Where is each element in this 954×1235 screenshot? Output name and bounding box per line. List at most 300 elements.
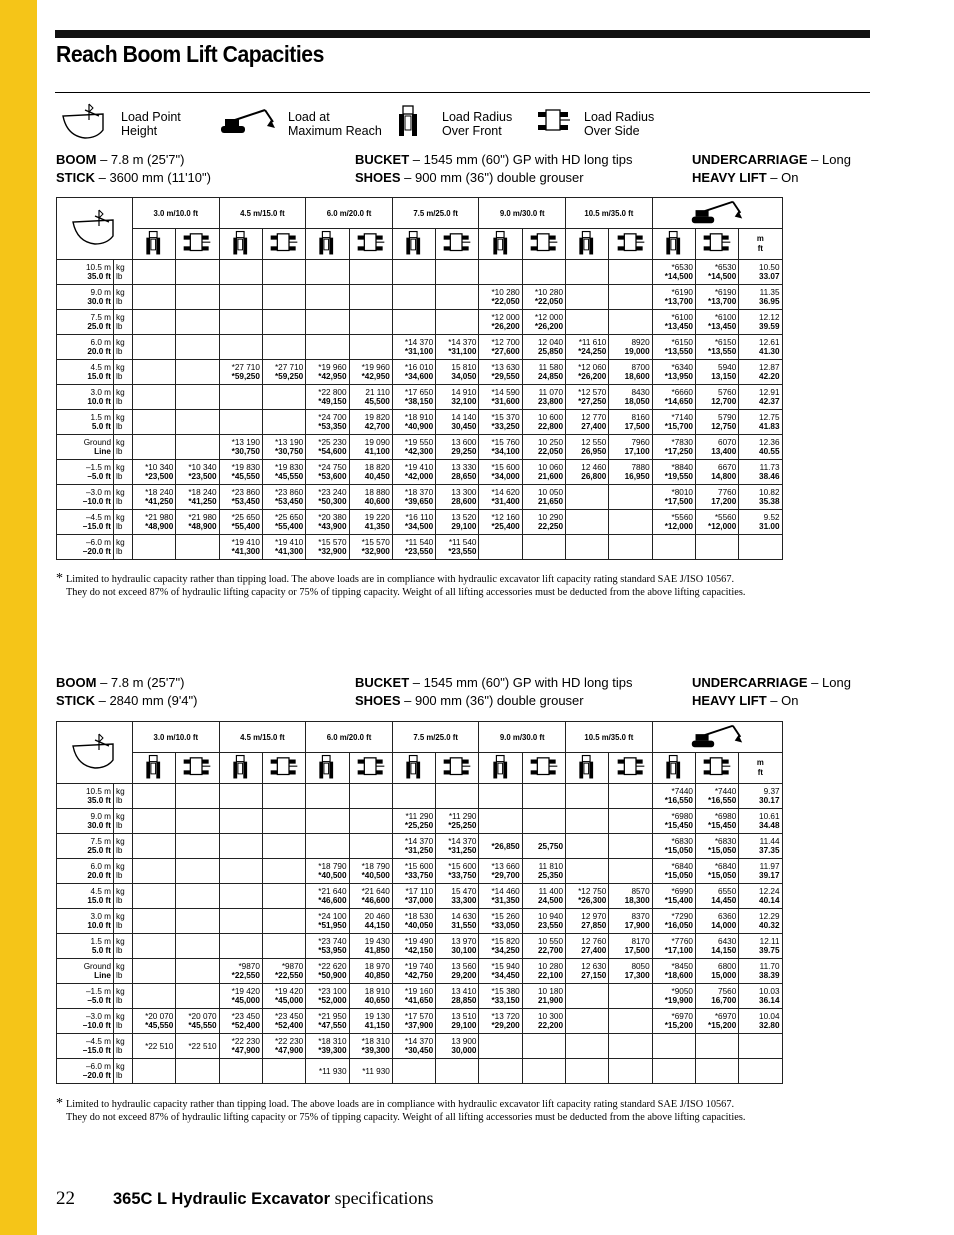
capacity-cell: 21 110 45,500	[349, 385, 392, 410]
capacity-cell: *6530 *14,500	[695, 260, 738, 285]
capacity-cell	[479, 1059, 522, 1084]
capacity-cell: *15 600 *33,750	[436, 859, 479, 884]
load-point-height: –3.0 m –10.0 ft	[57, 1009, 114, 1034]
capacity-cell	[262, 859, 305, 884]
page-title: Reach Boom Lift Capacities	[56, 41, 324, 67]
capacity-cell	[262, 335, 305, 360]
unit-label: kg lb	[114, 834, 133, 859]
capacity-cell: *18 370 *39,650	[392, 485, 435, 510]
capacity-cell: *15 370 *33,250	[479, 410, 522, 435]
capacity-cell	[133, 984, 176, 1009]
capacity-cell	[133, 909, 176, 934]
load-point-height: 3.0 m 10.0 ft	[57, 909, 114, 934]
capacity-cell	[566, 485, 609, 510]
unit-label: kg lb	[114, 410, 133, 435]
capacity-cell: *6190 *13,700	[652, 285, 695, 310]
capacity-cell: *21 980 *48,900	[133, 510, 176, 535]
capacity-cell	[262, 1059, 305, 1084]
table-row	[57, 285, 869, 310]
capacity-cell	[609, 510, 652, 535]
capacity-cell: *9870 *22,550	[219, 959, 262, 984]
load-point-height: 1.5 m 5.0 ft	[57, 934, 114, 959]
load-radius-front-icon	[664, 754, 684, 780]
capacity-cell: 19 220 41,350	[349, 510, 392, 535]
table-row	[57, 859, 869, 884]
capacity-cell	[306, 335, 349, 360]
max-reach-value: 10.82 35.38	[739, 485, 782, 510]
capacity-cell: *5560 *12,000	[652, 510, 695, 535]
capacity-cell: *9050 *19,900	[652, 984, 695, 1009]
capacity-cell: *6660 *14,650	[652, 385, 695, 410]
unit-label: kg lb	[114, 385, 133, 410]
load-radius-side-icon	[182, 232, 212, 254]
capacity-cell: 12 550 26,950	[566, 435, 609, 460]
capacity-cell: *18 310 *39,300	[349, 1034, 392, 1059]
capacity-cell: *9870 *22,550	[262, 959, 305, 984]
capacity-cell: *23 450 *52,400	[262, 1009, 305, 1034]
radius-header: 10.5 m/35.0 ft	[566, 198, 653, 229]
load-point-height: 4.5 m 15.0 ft	[57, 884, 114, 909]
load-radius-front-icon	[317, 230, 337, 256]
capacity-cell: 7760 17,200	[695, 485, 738, 510]
capacity-cell	[306, 260, 349, 285]
load-point-height: Ground Line	[57, 959, 114, 984]
capacity-cell: *16 110 *34,500	[392, 510, 435, 535]
capacity-cell: *26,850	[479, 834, 522, 859]
unit-label: kg lb	[114, 859, 133, 884]
capacity-cell: *23 450 *52,400	[219, 1009, 262, 1034]
unit-label: kg lb	[114, 909, 133, 934]
capacity-cell: 13 560 29,200	[436, 959, 479, 984]
unit-label: kg lb	[114, 485, 133, 510]
capacity-cell: *6100 *13,450	[695, 310, 738, 335]
capacity-cell: 11 580 24,850	[522, 360, 565, 385]
load-point-height: 10.5 m 35.0 ft	[57, 260, 114, 285]
capacity-cell	[176, 335, 219, 360]
capacity-cell	[609, 260, 652, 285]
capacity-cell: 25,750	[522, 834, 565, 859]
capacity-cell	[176, 535, 219, 560]
load-radius-front-icon	[577, 230, 597, 256]
front-icon-cell	[306, 753, 349, 784]
capacity-cell: *7290 *16,050	[652, 909, 695, 934]
capacity-cell: *7440 *16,550	[652, 784, 695, 809]
capacity-cell: 13 520 29,100	[436, 510, 479, 535]
capacity-cell: 10 050 21,650	[522, 485, 565, 510]
capacity-cell: 10 600 22,800	[522, 410, 565, 435]
yellow-side-band	[0, 0, 37, 1235]
capacity-cell	[219, 909, 262, 934]
side-icon-cell	[176, 753, 219, 784]
load-point-height-icon	[69, 730, 121, 774]
capacity-cell: *11 540 *23,550	[392, 535, 435, 560]
load-point-height: –1.5 m –5.0 ft	[57, 460, 114, 485]
capacity-cell	[176, 859, 219, 884]
capacity-cell	[219, 859, 262, 884]
capacity-cell: *6150 *13,550	[695, 335, 738, 360]
unit-label: kg lb	[114, 809, 133, 834]
capacity-cell: *15 570 *32,900	[306, 535, 349, 560]
max-reach-value: 10.50 33.07	[739, 260, 782, 285]
capacity-cell	[392, 285, 435, 310]
capacity-cell: 11 810 25,350	[522, 859, 565, 884]
side-icon-cell	[436, 753, 479, 784]
max-reach-value: 12.87 42.20	[739, 360, 782, 385]
capacity-cell: 8920 19,000	[609, 335, 652, 360]
capacity-cell	[219, 260, 262, 285]
capacity-cell: *23 240 *50,300	[306, 485, 349, 510]
capacity-cell: 10 250 22,050	[522, 435, 565, 460]
side-icon-cell	[176, 229, 219, 260]
capacity-cell: 18 820 40,450	[349, 460, 392, 485]
side-icon-cell	[522, 753, 565, 784]
load-radius-front-icon	[144, 230, 164, 256]
capacity-cell	[133, 859, 176, 884]
load-radius-front-icon	[404, 754, 424, 780]
capacity-cell: 13 410 28,850	[436, 984, 479, 1009]
max-reach-value: 12.61 41.30	[739, 335, 782, 360]
front-icon-cell	[133, 753, 176, 784]
capacity-cell	[349, 285, 392, 310]
capacity-cell: *15 760 *34,100	[479, 435, 522, 460]
capacity-cell: *11 540 *23,550	[436, 535, 479, 560]
capacity-cell: 8570 18,300	[609, 884, 652, 909]
load-point-height: –1.5 m –5.0 ft	[57, 984, 114, 1009]
capacity-cell: 10 300 22,200	[522, 1009, 565, 1034]
capacity-cell	[133, 784, 176, 809]
unit-label: kg lb	[114, 984, 133, 1009]
capacity-cell	[349, 809, 392, 834]
max-reach-value: 11.97 39.17	[739, 859, 782, 884]
load-radius-side-icon	[616, 232, 646, 254]
capacity-cell	[176, 934, 219, 959]
max-reach-value: 9.52 31.00	[739, 510, 782, 535]
capacity-cell: 8050 17,300	[609, 959, 652, 984]
capacity-cell	[695, 1034, 738, 1059]
capacity-cell: 14 910 32,100	[436, 385, 479, 410]
radius-header: 6.0 m/20.0 ft	[306, 198, 393, 229]
capacity-cell	[392, 310, 435, 335]
capacity-cell	[566, 784, 609, 809]
capacity-cell: *6840 *15,050	[652, 859, 695, 884]
capacity-cell	[133, 335, 176, 360]
capacity-cell: 12 630 27,150	[566, 959, 609, 984]
capacity-cell	[566, 1059, 609, 1084]
capacity-cell: *19 420 *45,000	[219, 984, 262, 1009]
capacity-cell: 12 040 25,850	[522, 335, 565, 360]
capacity-cell: *14 370 *31,250	[392, 834, 435, 859]
load-radius-front-icon	[664, 230, 684, 256]
capacity-cell: *25 650 *55,400	[262, 510, 305, 535]
capacity-cell	[219, 310, 262, 335]
capacity-cell	[522, 809, 565, 834]
capacity-cell: *20 380 *43,900	[306, 510, 349, 535]
capacity-cell	[566, 510, 609, 535]
capacity-cell	[436, 1059, 479, 1084]
capacity-cell	[609, 535, 652, 560]
radius-header: 7.5 m/25.0 ft	[392, 722, 479, 753]
capacity-cell	[219, 884, 262, 909]
capacity-cell: *17 650 *38,150	[392, 385, 435, 410]
capacity-cell	[133, 535, 176, 560]
capacity-cell	[392, 1059, 435, 1084]
max-reach-value: 10.04 32.80	[739, 1009, 782, 1034]
capacity-cell: *19 490 *42,150	[392, 934, 435, 959]
capacity-cell: 19 090 41,100	[349, 435, 392, 460]
load-radius-front-icon	[491, 230, 511, 256]
unit-label: kg lb	[114, 1059, 133, 1084]
load-radius-front-icon	[577, 754, 597, 780]
capacity-cell	[566, 984, 609, 1009]
capacity-cell: 13 300 28,600	[436, 485, 479, 510]
capacity-cell: 13 900 30,000	[436, 1034, 479, 1059]
radius-header: 7.5 m/25.0 ft	[392, 198, 479, 229]
capacity-cell	[349, 335, 392, 360]
capacity-cell: 5940 13,150	[695, 360, 738, 385]
capacity-cell: *19 740 *42,750	[392, 959, 435, 984]
capacity-cell	[566, 310, 609, 335]
capacity-cell: *12 160 *25,400	[479, 510, 522, 535]
max-reach-icon-cell	[652, 722, 782, 753]
radius-header: 3.0 m/10.0 ft	[133, 722, 220, 753]
capacity-cell	[133, 959, 176, 984]
load-point-height-icon	[69, 206, 121, 250]
capacity-cell	[133, 435, 176, 460]
unit-label: kg lb	[114, 335, 133, 360]
capacity-cell	[609, 1009, 652, 1034]
capacity-cell: *14 590 *31,600	[479, 385, 522, 410]
capacity-cell	[176, 260, 219, 285]
capacity-cell: 7960 17,100	[609, 435, 652, 460]
capacity-cell: *14 370 *31,100	[436, 335, 479, 360]
legend-load-point-height: Load Point Height	[121, 110, 181, 138]
capacity-cell: *15 260 *33,050	[479, 909, 522, 934]
capacity-cell	[262, 310, 305, 335]
load-point-height: 7.5 m 25.0 ft	[57, 310, 114, 335]
load-point-height: 6.0 m 20.0 ft	[57, 859, 114, 884]
capacity-cell	[609, 859, 652, 884]
capacity-cell	[695, 1059, 738, 1084]
capacity-cell	[306, 784, 349, 809]
legend-load-radius-side: Load Radius Over Side	[584, 110, 655, 138]
capacity-cell	[133, 310, 176, 335]
capacity-cell: *12 000 *26,200	[522, 310, 565, 335]
capacity-cell: *6150 *13,550	[652, 335, 695, 360]
capacity-cell: *25 650 *55,400	[219, 510, 262, 535]
capacity-cell	[609, 310, 652, 335]
capacity-cell: 8170 17,500	[609, 934, 652, 959]
capacity-cell	[133, 834, 176, 859]
footer-model-name: 365C L Hydraulic Excavator	[113, 1190, 331, 1208]
capacity-cell: *23 100 *52,000	[306, 984, 349, 1009]
capacity-cell: *6990 *15,400	[652, 884, 695, 909]
capacity-cell	[609, 834, 652, 859]
load-radius-side-icon	[442, 232, 472, 254]
max-reach-value: 12.24 40.14	[739, 884, 782, 909]
table-row	[57, 535, 869, 560]
load-radius-side-icon	[269, 232, 299, 254]
capacity-cell	[522, 1059, 565, 1084]
capacity-cell	[219, 410, 262, 435]
side-icon-cell	[262, 753, 305, 784]
capacity-cell: 19 130 41,150	[349, 1009, 392, 1034]
unit-label: kg lb	[114, 934, 133, 959]
capacity-cell: *21 950 *47,550	[306, 1009, 349, 1034]
capacity-cell	[262, 410, 305, 435]
capacity-cell: *12 700 *27,600	[479, 335, 522, 360]
capacity-cell: 13 600 29,250	[436, 435, 479, 460]
capacity-cell: *11 930	[349, 1059, 392, 1084]
capacity-cell: *21 640 *46,600	[349, 884, 392, 909]
load-point-height: 6.0 m 20.0 ft	[57, 335, 114, 360]
capacity-cell: *23 860 *53,450	[262, 485, 305, 510]
capacity-cell: *16 010 *34,600	[392, 360, 435, 385]
capacity-cell: *12 000 *26,200	[479, 310, 522, 335]
load-radius-side-icon	[442, 756, 472, 778]
load-at-max-reach-icon	[686, 198, 748, 226]
capacity-cell: *11 290 *25,250	[392, 809, 435, 834]
max-reach-value: 12.36 40.55	[739, 435, 782, 460]
capacity-cell	[176, 834, 219, 859]
capacity-cell: 6550 14,450	[695, 884, 738, 909]
capacity-cell	[219, 285, 262, 310]
capacity-cell: *10 280 *22,050	[479, 285, 522, 310]
capacity-cell: *23 860 *53,450	[219, 485, 262, 510]
capacity-cell: *18 910 *40,900	[392, 410, 435, 435]
capacity-cell	[479, 535, 522, 560]
capacity-cell: *10 340 *23,500	[133, 460, 176, 485]
capacity-cell	[609, 285, 652, 310]
max-reach-value: 12.12 39.59	[739, 310, 782, 335]
capacity-cell	[522, 260, 565, 285]
capacity-cell: *6970 *15,200	[695, 1009, 738, 1034]
table-row	[57, 510, 869, 535]
load-point-height: –4.5 m –15.0 ft	[57, 1034, 114, 1059]
max-reach-value: 10.61 34.48	[739, 809, 782, 834]
table-row	[57, 809, 869, 834]
capacity-cell: *7760 *17,100	[652, 934, 695, 959]
radius-header: 9.0 m/30.0 ft	[479, 722, 566, 753]
lift-capacity-table-1	[56, 197, 869, 560]
capacity-cell	[566, 809, 609, 834]
capacity-cell: *14 370 *31,100	[392, 335, 435, 360]
load-radius-front-icon	[144, 754, 164, 780]
capacity-cell: 10 280 22,100	[522, 959, 565, 984]
capacity-cell: 15 470 33,300	[436, 884, 479, 909]
unit-label: kg lb	[114, 784, 133, 809]
capacity-cell: 10 940 23,550	[522, 909, 565, 934]
capacity-cell	[436, 260, 479, 285]
front-icon-cell	[306, 229, 349, 260]
load-point-height-icon	[59, 102, 111, 142]
load-radius-side-icon	[702, 232, 732, 254]
max-reach-value: 12.75 41.83	[739, 410, 782, 435]
capacity-cell: *15 600 *34,000	[479, 460, 522, 485]
capacity-cell	[652, 535, 695, 560]
capacity-cell	[176, 909, 219, 934]
side-icon-cell	[695, 229, 738, 260]
capacity-cell: 6360 14,000	[695, 909, 738, 934]
capacity-cell: *17 110 *37,000	[392, 884, 435, 909]
capacity-cell	[176, 435, 219, 460]
capacity-cell	[176, 984, 219, 1009]
capacity-cell	[392, 784, 435, 809]
capacity-cell	[133, 385, 176, 410]
capacity-cell	[262, 285, 305, 310]
table-row	[57, 485, 869, 510]
capacity-cell: *22 230 *47,900	[219, 1034, 262, 1059]
table-row	[57, 260, 869, 285]
side-icon-cell	[609, 229, 652, 260]
table-row	[57, 460, 869, 485]
capacity-cell: *15 380 *33,150	[479, 984, 522, 1009]
capacity-cell	[609, 809, 652, 834]
capacity-cell: *19 420 *45,000	[262, 984, 305, 1009]
table-row	[57, 310, 869, 335]
capacity-cell	[133, 809, 176, 834]
capacity-cell: 7880 16,950	[609, 460, 652, 485]
capacity-cell: *27 710 *59,250	[219, 360, 262, 385]
capacity-cell: 13 510 29,100	[436, 1009, 479, 1034]
capacity-cell	[219, 934, 262, 959]
load-radius-front-icon	[404, 230, 424, 256]
capacity-cell: *6340 *13,950	[652, 360, 695, 385]
capacity-cell	[176, 884, 219, 909]
capacity-cell: *19 410 *41,300	[262, 535, 305, 560]
load-point-height: –4.5 m –15.0 ft	[57, 510, 114, 535]
capacity-cell	[566, 535, 609, 560]
capacity-cell	[133, 410, 176, 435]
front-icon-cell	[219, 229, 262, 260]
capacity-cell: *6530 *14,500	[652, 260, 695, 285]
max-reach-value	[739, 1059, 782, 1084]
capacity-cell: *6980 *15,450	[695, 809, 738, 834]
table-row	[57, 360, 869, 385]
capacity-cell	[262, 909, 305, 934]
capacity-cell: 10 550 22,700	[522, 934, 565, 959]
table-row	[57, 1059, 869, 1084]
capacity-cell: *6100 *13,450	[652, 310, 695, 335]
capacity-cell	[133, 884, 176, 909]
max-reach-value: 11.73 38.46	[739, 460, 782, 485]
legend	[55, 100, 870, 150]
load-radius-side-icon	[529, 232, 559, 254]
capacity-cell	[479, 260, 522, 285]
load-point-height: 9.0 m 30.0 ft	[57, 809, 114, 834]
capacity-cell	[219, 335, 262, 360]
table-row	[57, 385, 869, 410]
load-radius-side-icon	[182, 756, 212, 778]
capacity-cell	[133, 285, 176, 310]
capacity-cell: *14 370 *31,250	[436, 834, 479, 859]
capacity-cell: *19 550 *42,300	[392, 435, 435, 460]
table-row	[57, 1034, 869, 1059]
load-point-height: 10.5 m 35.0 ft	[57, 784, 114, 809]
footnote-2: * Limited to hydraulic capacity rather than tipping load. The above loads are in compliance with hydraulic excavator lift capacity rating standard SAE J/ISO 10567. They do not exceed 87% of hydraulic lifting capacity or 75% of tipping capacity. Weight of all lifting accessories must be deducted from the above lifting capacities.	[56, 1096, 746, 1123]
capacity-cell	[176, 809, 219, 834]
load-point-height: 9.0 m 30.0 ft	[57, 285, 114, 310]
capacity-cell: 12 970 27,850	[566, 909, 609, 934]
capacity-cell	[176, 310, 219, 335]
capacity-cell	[522, 535, 565, 560]
capacity-cell: *8010 *17,500	[652, 485, 695, 510]
page-number: 22	[56, 1188, 75, 1209]
capacity-cell: *7140 *15,700	[652, 410, 695, 435]
capacity-cell	[262, 385, 305, 410]
unit-label: kg lb	[114, 535, 133, 560]
capacity-cell: *22 510	[133, 1034, 176, 1059]
capacity-cell	[133, 360, 176, 385]
